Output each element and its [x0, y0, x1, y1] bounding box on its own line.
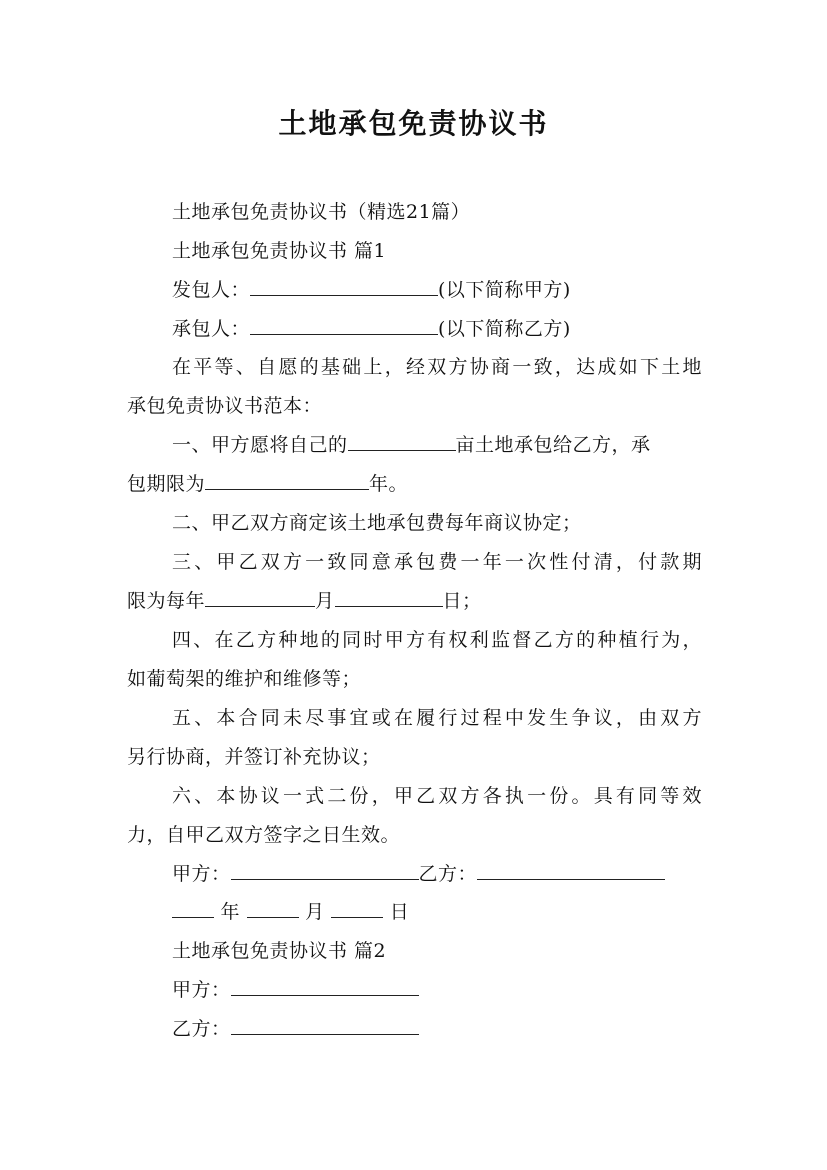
s2-yi-label: 乙方： — [172, 1018, 231, 1040]
s2-jia-blank[interactable] — [231, 977, 419, 996]
date-day-label: 日 — [389, 901, 410, 923]
clause-5-line-2: 另行协商，并签订补充协议； — [127, 746, 381, 768]
sign-jia-label: 甲方： — [172, 863, 231, 885]
clause-6-line-2: 力，自甲乙双方签字之日生效。 — [127, 824, 401, 846]
clause-5-line-1: 五、本合同未尽事宜或在履行过程中发生争议，由双方 — [172, 707, 702, 729]
s2-jia-line — [172, 977, 419, 1003]
clause-3-month-blank[interactable] — [205, 588, 315, 607]
date-day-blank[interactable] — [331, 899, 383, 918]
fabaoren-label: 发包人： — [172, 279, 251, 301]
chengbaoren-suffix: (以下简称乙方) — [438, 318, 571, 340]
sign-jia-blank[interactable] — [231, 861, 419, 880]
clause-3-text-c: 日； — [442, 590, 482, 612]
fabaoren-line — [172, 277, 571, 303]
s2-jia-label: 甲方： — [172, 979, 231, 1001]
clause-2: 二、甲乙双方商定该土地承包费每年商议协定； — [172, 512, 582, 534]
fabaoren-blank[interactable] — [250, 277, 438, 296]
date-month-blank[interactable] — [247, 899, 299, 918]
document-subtitle: 土地承包免责协议书（精选21篇） — [172, 201, 471, 223]
clause-3-text-b: 月 — [315, 590, 335, 612]
clause-1-text-d: 年。 — [369, 473, 409, 495]
clause-1-line-2 — [127, 471, 702, 497]
clause-1-text-a: 一、甲方愿将自己的 — [172, 434, 348, 456]
sign-yi-blank[interactable] — [477, 861, 665, 880]
clause-1-line-1 — [172, 432, 651, 458]
clause-1-text-c: 包期限为 — [127, 473, 206, 495]
s2-yi-line — [172, 1016, 419, 1042]
date-year-label: 年 — [220, 901, 241, 923]
clause-1-term-blank[interactable] — [205, 471, 369, 490]
date-year-blank[interactable] — [172, 899, 214, 918]
signature-line — [172, 861, 665, 887]
clause-1-text-b: 亩土地承包给乙方，承 — [455, 434, 651, 456]
section-1-heading: 土地承包免责协议书 篇1 — [172, 240, 387, 262]
sign-yi-label: 乙方： — [418, 863, 478, 885]
chengbaoren-label: 承包人： — [172, 318, 251, 340]
clause-3-text-a: 限为每年 — [127, 590, 206, 612]
date-line — [172, 899, 409, 925]
intro-line-2: 承包免责协议书范本： — [127, 395, 323, 417]
intro-line-1: 在平等、自愿的基础上，经双方协商一致，达成如下土地 — [172, 356, 702, 378]
clause-1-area-blank[interactable] — [348, 432, 456, 451]
clause-3-day-blank[interactable] — [335, 588, 443, 607]
chengbaoren-line — [172, 316, 571, 342]
clause-4-line-1: 四、在乙方种地的同时甲方有权利监督乙方的种植行为， — [172, 629, 702, 651]
section-2-heading: 土地承包免责协议书 篇2 — [172, 940, 387, 962]
document-title: 土地承包免责协议书 — [278, 107, 549, 140]
date-month-label: 月 — [305, 901, 325, 923]
s2-yi-blank[interactable] — [231, 1016, 419, 1035]
clause-3-line-1: 三、甲乙双方一致同意承包费一年一次性付清，付款期 — [172, 551, 702, 573]
clause-3-line-2 — [127, 588, 702, 614]
clause-4-line-2: 如葡萄架的维护和维修等； — [127, 668, 362, 690]
fabaoren-suffix: (以下简称甲方) — [438, 279, 571, 301]
clause-6-line-1: 六、本协议一式二份，甲乙双方各执一份。具有同等效 — [172, 785, 702, 807]
chengbaoren-blank[interactable] — [250, 316, 438, 335]
